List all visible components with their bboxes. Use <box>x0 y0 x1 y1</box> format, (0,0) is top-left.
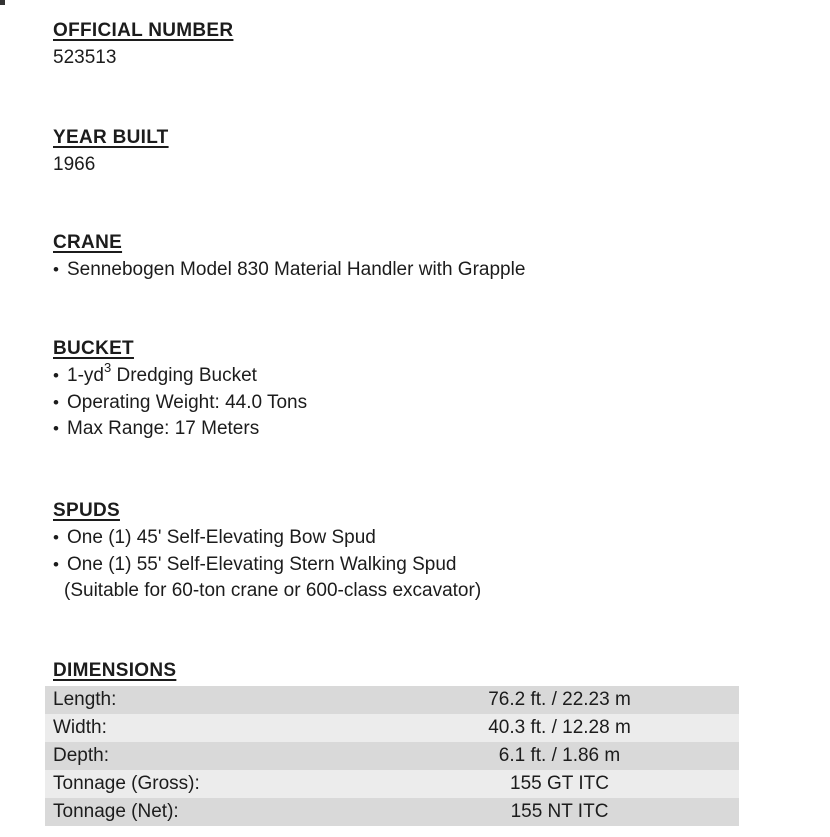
dimensions-heading: DIMENSIONS <box>53 660 177 681</box>
row-label: Tonnage (Net): <box>53 801 179 822</box>
bucket-bullet-text: Max Range: 17 Meters <box>67 418 260 440</box>
section-dimensions <box>53 658 176 685</box>
year-built-heading: YEAR BUILT <box>53 127 169 148</box>
row-value: 155 NT ITC <box>510 801 609 822</box>
table-row-length <box>45 686 739 714</box>
bullet-icon: • <box>53 554 59 574</box>
dimensions-table <box>45 686 739 826</box>
bucket-bullet-item <box>53 360 307 390</box>
bucket-bullet-text: Operating Weight: 44.0 Tons <box>67 391 308 413</box>
bucket-bullet-item <box>53 390 307 417</box>
section-official-number <box>53 18 233 72</box>
spuds-bullet-item <box>53 552 481 579</box>
row-label: Width: <box>53 717 107 738</box>
bucket-bullet-post: Dredging Bucket <box>111 364 257 386</box>
spuds-bullet-text: One (1) 55' Self-Elevating Stern Walking Spud <box>67 553 457 575</box>
crane-bullet-text: Sennebogen Model 830 Material Handler with Grapple <box>67 258 526 280</box>
spuds-bullet-text: One (1) 45' Self-Elevating Bow Spud <box>67 526 376 548</box>
spuds-heading: SPUDS <box>53 500 120 521</box>
table-row-tonnage-net <box>45 798 739 826</box>
bullet-icon: • <box>53 392 59 412</box>
official-number-value: 523513 <box>53 46 117 68</box>
row-label: Length: <box>53 689 117 710</box>
bullet-icon: • <box>53 365 59 385</box>
bullet-icon: • <box>53 259 59 279</box>
bucket-bullet-item <box>53 416 307 443</box>
row-value: 155 GT ITC <box>510 773 609 794</box>
row-value: 76.2 ft. / 22.23 m <box>488 689 631 710</box>
bullet-icon: • <box>53 419 59 439</box>
section-crane <box>53 230 525 284</box>
section-spuds <box>53 498 481 605</box>
table-row-depth <box>45 742 739 770</box>
section-year-built <box>53 125 169 179</box>
bullet-icon: • <box>53 527 59 547</box>
row-label: Depth: <box>53 745 109 766</box>
bucket-bullet-pre: 1-yd <box>67 364 104 386</box>
table-row-tonnage-gross <box>45 770 739 798</box>
crane-bullet-item <box>53 257 525 284</box>
spuds-bullet-item <box>53 525 481 552</box>
official-number-heading: OFFICIAL NUMBER <box>53 20 234 41</box>
row-value: 40.3 ft. / 12.28 m <box>488 717 631 738</box>
table-row-width <box>45 714 739 742</box>
spuds-note: (Suitable for 60-ton crane or 600-class excavator) <box>64 580 482 602</box>
corner-artifact <box>0 0 5 5</box>
year-built-value: 1966 <box>53 153 96 175</box>
bucket-bullet-sup: 3 <box>103 360 112 376</box>
row-value: 6.1 ft. / 1.86 m <box>498 745 621 766</box>
bucket-heading: BUCKET <box>53 338 134 359</box>
crane-heading: CRANE <box>53 232 123 253</box>
section-bucket <box>53 336 307 443</box>
row-label: Tonnage (Gross): <box>53 773 200 794</box>
